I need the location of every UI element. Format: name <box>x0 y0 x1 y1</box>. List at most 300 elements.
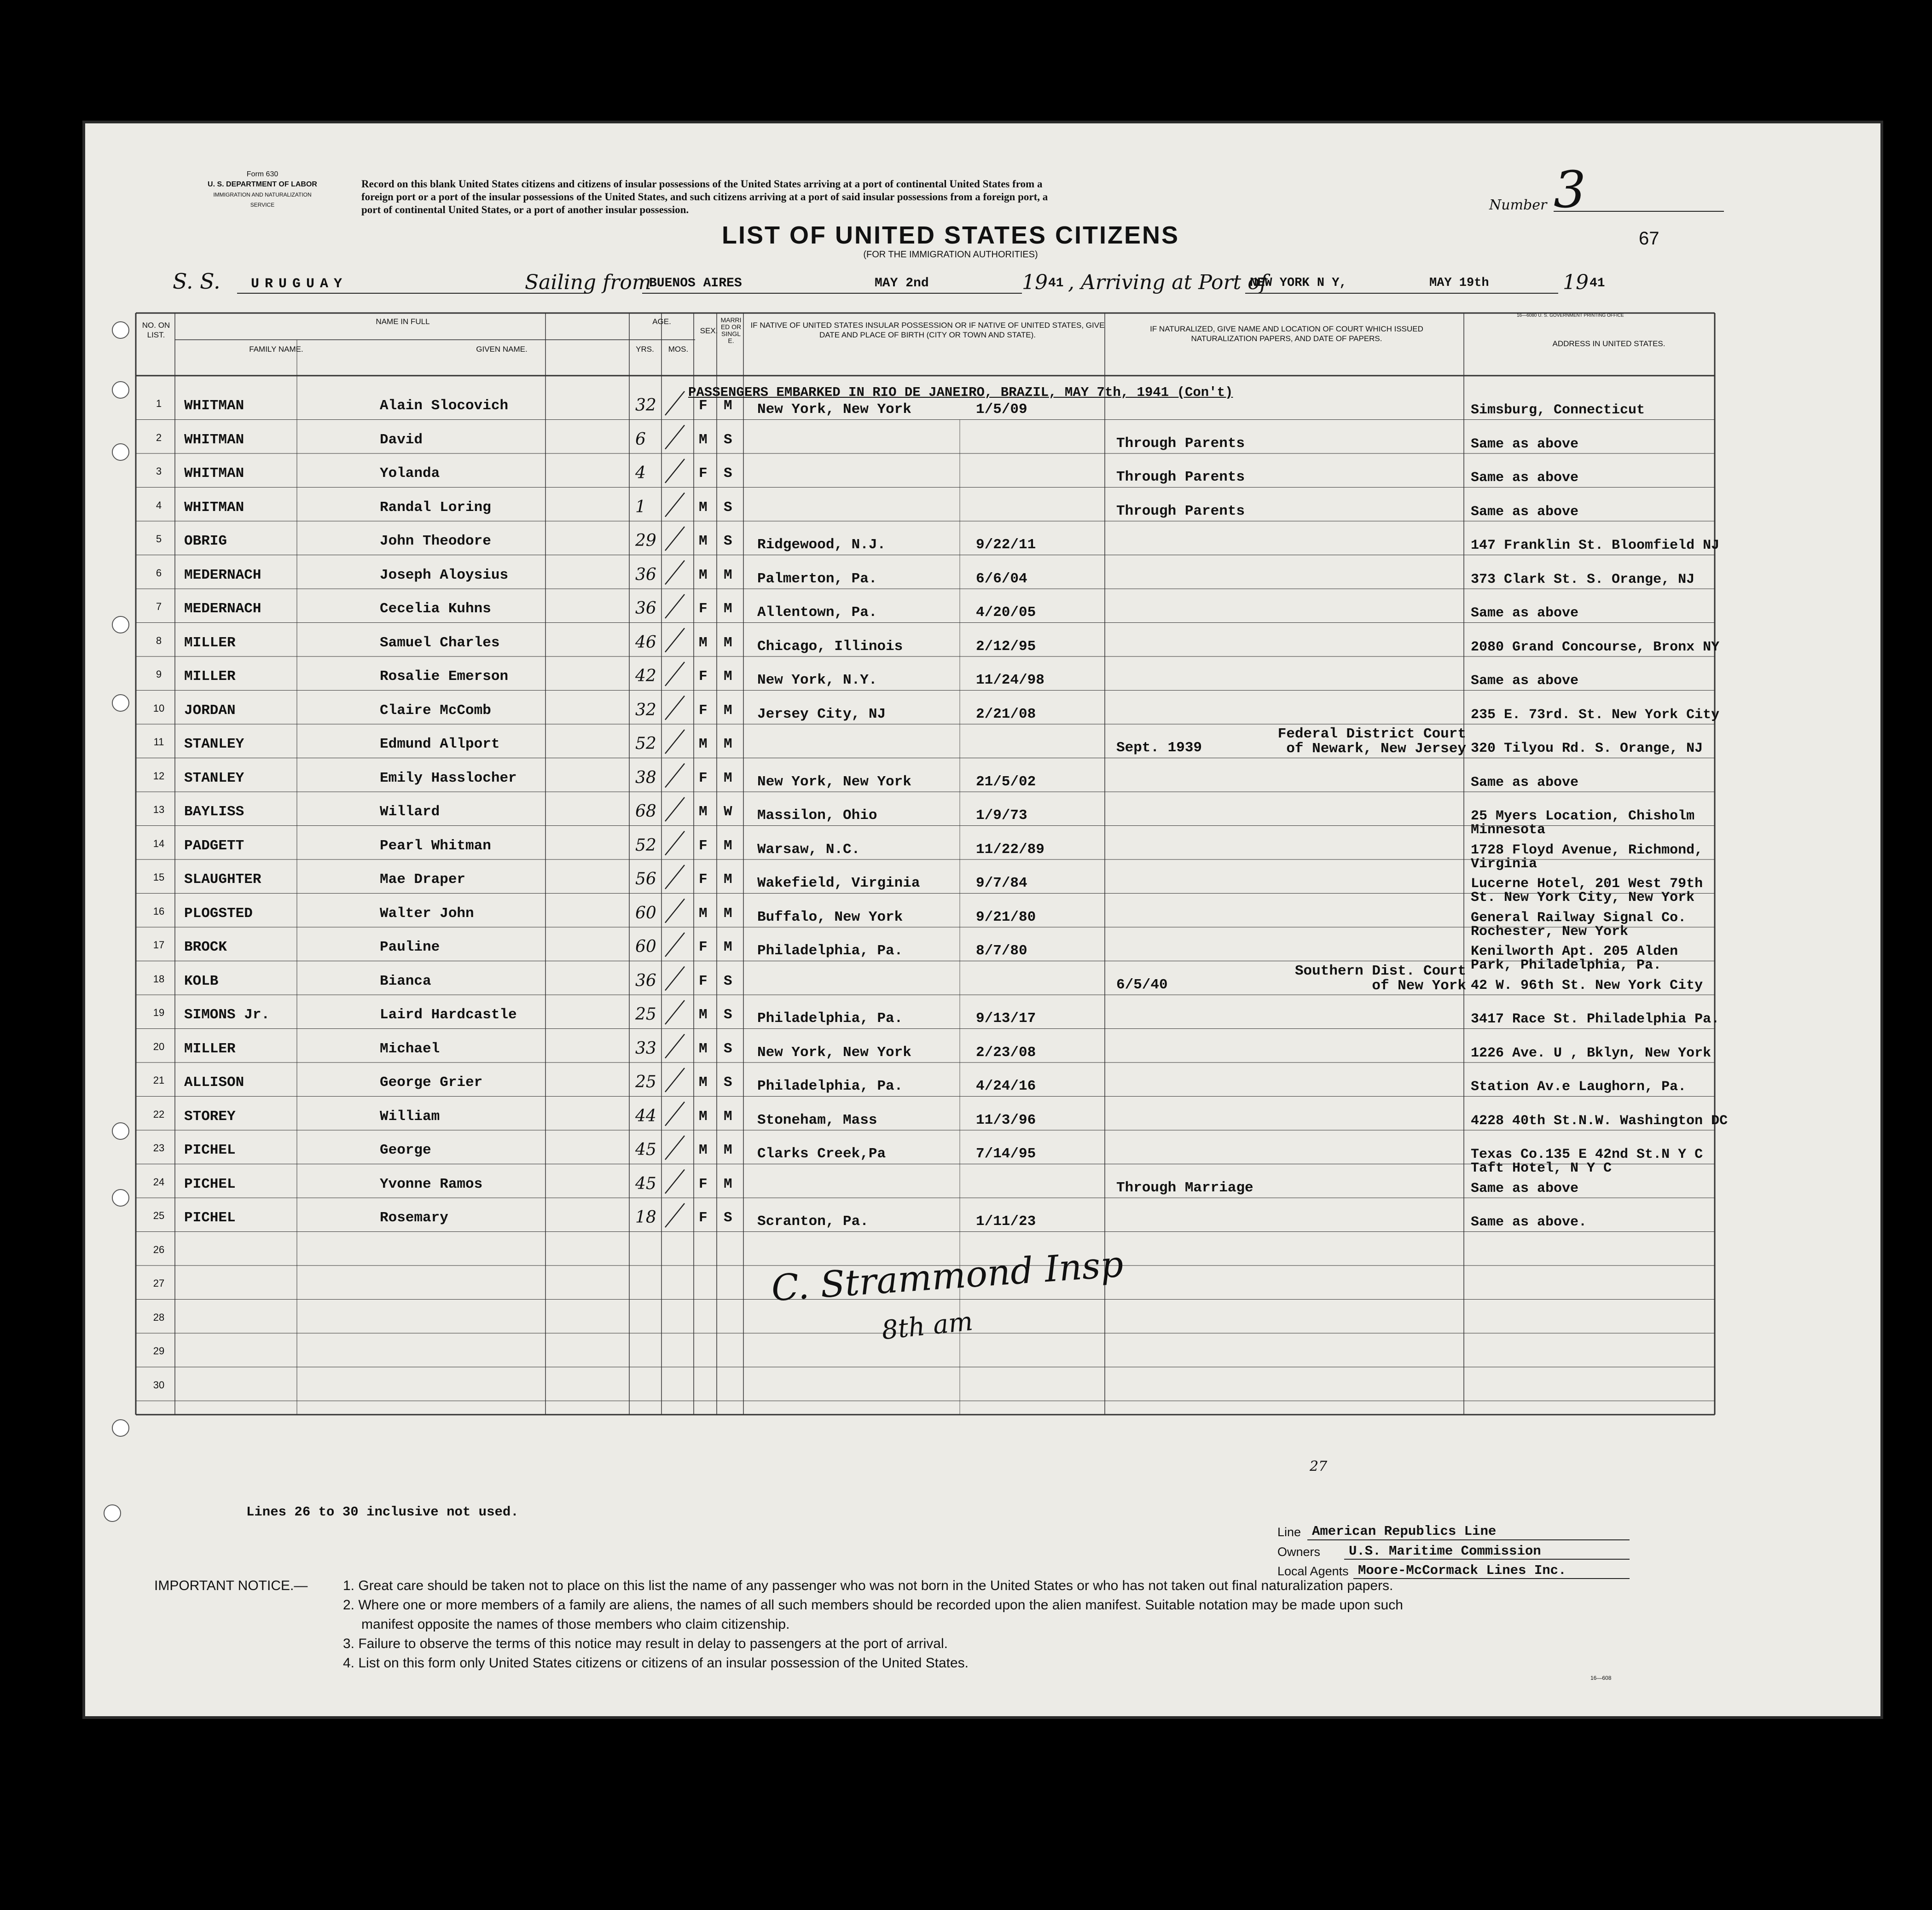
marital-status: S <box>724 1007 732 1023</box>
birth-place: Scranton, Pa. <box>757 1213 869 1230</box>
header-naturalized: IF NATURALIZED, GIVE NAME AND LOCATION OF COURT WHICH ISSUED NATURALIZATION PAPERS, AND DATE OF PAPERS. <box>1150 325 1423 343</box>
age-years: 4 <box>635 464 646 482</box>
age-years: 42 <box>635 667 656 685</box>
row-number: 11 <box>153 736 164 748</box>
marital-status: M <box>724 736 732 752</box>
check-mark <box>665 797 685 821</box>
address-line: 147 Franklin St. Bloomfield NJ <box>1471 538 1720 553</box>
row-number: 13 <box>153 804 165 815</box>
age-years: 36 <box>635 971 656 990</box>
sex: F <box>699 398 708 414</box>
age-years: 56 <box>635 870 656 888</box>
inspector-signature: C. Strammond Insp <box>770 1243 1125 1310</box>
sex: M <box>699 533 708 549</box>
check-mark <box>665 831 685 855</box>
birth-place: Philadelphia, Pa. <box>757 943 903 959</box>
age-years: 45 <box>635 1174 656 1193</box>
row-number: 4 <box>156 499 162 511</box>
address-line: Same as above <box>1471 1180 1579 1196</box>
address-line: Same as above <box>1471 605 1579 621</box>
marital-status: S <box>724 1074 732 1091</box>
birth-date: 9/21/80 <box>976 909 1036 925</box>
given-name: Bianca <box>380 973 431 989</box>
marital-status: M <box>724 634 732 651</box>
marital-status: S <box>724 465 732 482</box>
sailing-year-prefix: 19 <box>1022 271 1048 294</box>
birth-date: 4/20/05 <box>976 604 1036 621</box>
agents-underline <box>1353 1578 1630 1579</box>
sex: F <box>699 973 708 989</box>
header-age-mos: MOS. <box>668 345 689 354</box>
given-name: Yolanda <box>380 465 440 482</box>
family-name: STANLEY <box>184 770 244 786</box>
birth-date: 11/3/96 <box>976 1112 1036 1128</box>
age-years: 52 <box>635 734 656 753</box>
birth-date: 2/21/08 <box>976 706 1036 722</box>
agents-value: Moore-McCormack Lines Inc. <box>1358 1563 1566 1578</box>
header-age-yrs: YRS. <box>636 345 654 354</box>
check-mark <box>665 459 685 483</box>
birth-place: Palmerton, Pa. <box>757 570 877 587</box>
row-number: 30 <box>153 1379 165 1391</box>
row-number: 20 <box>153 1040 165 1052</box>
given-name: Alain Slocovich <box>380 398 509 414</box>
birth-place: Stoneham, Mass <box>757 1112 877 1128</box>
family-name: WHITMAN <box>184 465 244 482</box>
row-number: 26 <box>153 1243 165 1255</box>
age-years: 25 <box>635 1005 656 1024</box>
family-name: BAYLISS <box>184 804 244 820</box>
birth-date: 9/7/84 <box>976 875 1027 891</box>
owners-underline <box>1344 1559 1630 1560</box>
marital-status: M <box>724 871 732 888</box>
family-name: PICHEL <box>184 1176 236 1192</box>
age-years: 52 <box>635 836 656 855</box>
address-line: 42 W. 96th St. New York City <box>1471 977 1703 993</box>
age-years: 36 <box>635 599 656 618</box>
check-mark <box>665 899 685 923</box>
given-name: Randal Loring <box>380 499 491 516</box>
section-note: PASSENGERS EMBARKED IN RIO DE JANEIRO, BRAZIL, MAY 7th, 1941 (Con't) <box>688 385 1233 400</box>
birth-date: 1/5/09 <box>976 401 1027 418</box>
family-name: PLOGSTED <box>184 905 253 922</box>
row-number: 5 <box>156 533 162 545</box>
birth-date: 4/24/16 <box>976 1078 1036 1094</box>
given-name: Rosemary <box>380 1210 448 1226</box>
row-number: 16 <box>153 905 165 917</box>
page-title: LIST OF UNITED STATES CITIZENS <box>722 221 1179 249</box>
sailing-date: MAY 2nd <box>875 276 929 290</box>
age-years: 25 <box>635 1073 656 1091</box>
given-name: Michael <box>380 1040 440 1057</box>
address-line: St. New York City, New York <box>1471 890 1695 906</box>
naturalization-date: 6/5/40 <box>1116 976 1168 993</box>
row-number: 24 <box>153 1176 165 1188</box>
marital-status: M <box>724 702 732 719</box>
check-mark <box>665 933 685 957</box>
age-years: 1 <box>635 497 646 517</box>
row-number: 29 <box>153 1345 165 1357</box>
check-mark <box>665 594 685 618</box>
ss-label: S. S. <box>173 269 220 294</box>
owners-value: U.S. Maritime Commission <box>1349 1544 1541 1559</box>
sex: F <box>699 1210 708 1226</box>
header-given-name: GIVEN NAME. <box>476 345 528 354</box>
address-line: General Railway Signal Co. <box>1471 910 1687 926</box>
marital-status: M <box>724 1176 732 1192</box>
naturalization-date: Sept. 1939 <box>1116 740 1202 756</box>
check-mark <box>665 662 685 686</box>
sex: M <box>699 804 708 820</box>
family-name: SLAUGHTER <box>184 871 261 888</box>
row-number: 7 <box>156 601 162 612</box>
check-mark <box>665 1034 685 1058</box>
marital-status: M <box>724 668 732 685</box>
marital-status: M <box>724 567 732 583</box>
marital-status: M <box>724 837 732 854</box>
arrival-date: MAY 19th <box>1429 276 1489 290</box>
age-years: 36 <box>635 565 656 584</box>
family-name: BROCK <box>184 939 227 955</box>
birth-place: Allentown, Pa. <box>757 604 877 621</box>
sex: M <box>699 1142 708 1158</box>
check-mark <box>665 730 685 754</box>
line-label: Line <box>1277 1525 1301 1539</box>
header-no-on-list: NO. ON LIST. <box>142 321 170 339</box>
page-subtitle: (FOR THE IMMIGRATION AUTHORITIES) <box>863 250 1038 260</box>
given-name: Joseph Aloysius <box>380 567 509 583</box>
binder-hole <box>112 443 129 461</box>
family-name: WHITMAN <box>184 431 244 448</box>
given-name: Laird Hardcastle <box>380 1007 517 1023</box>
family-name: SIMONS Jr. <box>184 1007 270 1023</box>
address-line: Same as above <box>1471 673 1579 689</box>
check-mark <box>665 527 685 551</box>
given-name: George <box>380 1142 431 1158</box>
owners-label: Owners <box>1277 1545 1321 1559</box>
family-name: MILLER <box>184 634 236 651</box>
birth-date: 11/24/98 <box>976 672 1044 688</box>
address-line: Texas Co.135 E 42nd St.N Y C <box>1471 1147 1703 1162</box>
arrival-year-prefix: 19 <box>1563 271 1589 294</box>
family-name: MEDERNACH <box>184 567 261 583</box>
row-number: 6 <box>156 567 162 579</box>
family-name: WHITMAN <box>184 499 244 516</box>
marital-status: M <box>724 601 732 617</box>
given-name: John Theodore <box>380 533 491 549</box>
binder-hole <box>112 381 129 399</box>
address-line: 3417 Race St. Philadelphia Pa. <box>1471 1011 1720 1027</box>
notice-item: 2. Where one or more members of a family are aliens, the names of all such members should be recorded upon the alien manifest. Suitable notation may be made upon such <box>343 1597 1403 1613</box>
row-number: 14 <box>153 837 165 849</box>
naturalization-court: Southern Dist. Court of New York <box>1294 963 1466 994</box>
birth-date: 21/5/02 <box>976 773 1036 790</box>
header-family-name: FAMILY NAME. <box>249 345 303 354</box>
marital-status: S <box>724 1040 732 1057</box>
age-years: 18 <box>635 1208 656 1227</box>
notice-title: IMPORTANT NOTICE.— <box>154 1578 308 1593</box>
marital-status: W <box>724 804 732 820</box>
check-mark <box>665 1136 685 1160</box>
line-underline <box>1307 1539 1630 1540</box>
naturalization-date: Through Parents <box>1116 435 1245 452</box>
notice-item: 1. Great care should be taken not to place on this list the name of any passenger who was not born in the United States or who has not taken out final naturalization papers. <box>343 1578 1393 1593</box>
check-mark <box>665 561 685 585</box>
family-name: PICHEL <box>184 1142 236 1158</box>
header-sex: SEX. <box>700 326 718 335</box>
given-name: Rosalie Emerson <box>380 668 509 685</box>
marital-status: M <box>724 398 732 414</box>
row-number: 18 <box>153 973 165 985</box>
binder-hole <box>104 1504 121 1522</box>
sex: M <box>699 431 708 448</box>
binder-hole <box>112 616 129 633</box>
printer-mark: 16—6080 U. S. GOVERNMENT PRINTING OFFICE <box>1517 313 1624 318</box>
address-line: 25 Myers Location, Chisholm <box>1471 808 1695 824</box>
sex: M <box>699 499 708 516</box>
header-address: ADDRESS IN UNITED STATES. <box>1552 339 1665 348</box>
age-years: 33 <box>635 1039 656 1058</box>
sex: F <box>699 1176 708 1192</box>
row-number: 17 <box>153 939 165 951</box>
family-name: STOREY <box>184 1108 236 1125</box>
sex: M <box>699 1074 708 1091</box>
line-value: American Republics Line <box>1312 1524 1497 1539</box>
sex: M <box>699 1007 708 1023</box>
given-name: Cecelia Kuhns <box>380 601 491 617</box>
row-number: 19 <box>153 1007 165 1018</box>
given-name: Claire McComb <box>380 702 491 719</box>
naturalization-date: Through Marriage <box>1116 1179 1253 1196</box>
birth-place: Warsaw, N.C. <box>757 841 860 858</box>
check-mark <box>665 1068 685 1092</box>
family-name: ALLISON <box>184 1074 244 1091</box>
birth-date: 7/14/95 <box>976 1146 1036 1162</box>
instructions-line: foreign port or a port of the insular possessions of the United States, and such citizens arriving at a port of said insular possessions from a foreign port, a <box>361 191 1048 203</box>
family-name: WHITMAN <box>184 398 244 414</box>
marital-status: M <box>724 1142 732 1158</box>
sex: M <box>699 1108 708 1125</box>
address-line: Minnesota <box>1471 822 1546 838</box>
address-line: Station Av.e Laughorn, Pa. <box>1471 1079 1687 1095</box>
address-line: 373 Clark St. S. Orange, NJ <box>1471 571 1695 587</box>
given-name: Mae Draper <box>380 871 466 888</box>
birth-place: Buffalo, New York <box>757 909 903 925</box>
birth-place: New York, N.Y. <box>757 672 877 688</box>
notice-item: 4. List on this form only United States citizens or citizens of an insular possession of the United States. <box>343 1655 969 1671</box>
birth-date: 6/6/04 <box>976 570 1027 587</box>
binder-hole <box>112 694 129 712</box>
age-years: 29 <box>635 531 656 550</box>
birth-date: 11/22/89 <box>976 841 1044 858</box>
arrival-year: 41 <box>1590 276 1605 290</box>
marital-status: S <box>724 1210 732 1226</box>
birth-place: Clarks Creek,Pa <box>757 1146 886 1162</box>
address-line: Same as above <box>1471 470 1579 486</box>
given-name: William <box>380 1108 440 1125</box>
birth-date: 1/11/23 <box>976 1213 1036 1230</box>
check-mark <box>665 425 685 449</box>
binder-hole <box>112 1189 129 1207</box>
address-line: 235 E. 73rd. St. New York City <box>1471 707 1720 723</box>
sex: F <box>699 871 708 888</box>
row-number: 27 <box>153 1277 165 1289</box>
marital-status: M <box>724 770 732 786</box>
age-years: 38 <box>635 768 656 787</box>
birth-place: Jersey City, NJ <box>757 706 886 722</box>
address-line: Same as above <box>1471 436 1579 452</box>
address-line: Park, Philadelphia, Pa. <box>1471 958 1662 973</box>
marital-status: S <box>724 973 732 989</box>
row-number: 15 <box>153 871 165 883</box>
address-line: Virginia <box>1471 856 1537 872</box>
given-name: Yvonne Ramos <box>380 1176 483 1192</box>
page-number: 67 <box>1639 228 1659 249</box>
given-name: Pauline <box>380 939 440 955</box>
age-years: 68 <box>635 802 656 821</box>
notice-item: 3. Failure to observe the terms of this notice may result in delay to passengers at the port of arrival. <box>343 1636 948 1651</box>
binder-hole <box>112 1122 129 1140</box>
age-years: 46 <box>635 633 656 652</box>
sex: F <box>699 601 708 617</box>
agents-label: Local Agents <box>1277 1564 1349 1578</box>
age-years: 45 <box>635 1140 656 1159</box>
marital-status: S <box>724 431 732 448</box>
department: U. S. DEPARTMENT OF LABOR <box>208 180 317 188</box>
family-name: OBRIG <box>184 533 227 549</box>
sex: F <box>699 465 708 482</box>
birth-date: 2/12/95 <box>976 638 1036 655</box>
sex: M <box>699 1040 708 1057</box>
check-mark <box>665 1102 685 1126</box>
birth-date: 9/22/11 <box>976 537 1036 553</box>
header-birth: IF NATIVE OF UNITED STATES INSULAR POSSESSION OR IF NATIVE OF UNITED STATES, GIVE DATE AND PLACE OF BIRTH (CITY OR TOWN AND STATE). <box>750 321 1105 339</box>
check-mark <box>665 391 685 415</box>
row-number: 28 <box>153 1311 165 1323</box>
marital-status: S <box>724 499 732 516</box>
birth-place: Ridgewood, N.J. <box>757 537 886 553</box>
print-code: 16—608 <box>1590 1675 1612 1681</box>
family-name: PICHEL <box>184 1210 236 1226</box>
binder-hole <box>112 1419 129 1437</box>
birth-place: Wakefield, Virginia <box>757 875 920 891</box>
service: IMMIGRATION AND NATURALIZATION SERVICE <box>213 192 312 208</box>
check-mark <box>665 493 685 517</box>
sex: F <box>699 939 708 955</box>
address-line: Same as above <box>1471 774 1579 790</box>
row-number: 23 <box>153 1142 165 1154</box>
sailing-port: BUENOS AIRES <box>649 276 742 290</box>
header-name-in-full: NAME IN FULL <box>376 317 430 326</box>
address-line: 1226 Ave. U , Bklyn, New York <box>1471 1045 1712 1061</box>
age-years: 32 <box>635 700 656 720</box>
age-years: 44 <box>635 1106 656 1126</box>
header-age: AGE. <box>652 317 671 326</box>
address-line: Same as above. <box>1471 1214 1587 1230</box>
family-name: MILLER <box>184 668 236 685</box>
family-name: JORDAN <box>184 702 236 719</box>
row-number: 10 <box>153 702 165 714</box>
number-label: Number <box>1489 197 1547 213</box>
address-line: Simsburg, Connecticut <box>1471 402 1645 418</box>
family-name: MEDERNACH <box>184 601 261 617</box>
given-name: Walter John <box>380 905 474 922</box>
sailing-label: Sailing from <box>525 271 651 294</box>
given-name: George Grier <box>380 1074 483 1091</box>
address-line: 1728 Floyd Avenue, Richmond, <box>1471 842 1703 858</box>
sex: M <box>699 567 708 583</box>
sex: F <box>699 668 708 685</box>
family-name: KOLB <box>184 973 219 989</box>
given-name: Willard <box>380 804 440 820</box>
birth-date: 8/7/80 <box>976 943 1027 959</box>
unused-lines-note: Lines 26 to 30 inclusive not used. <box>246 1504 519 1520</box>
age-years: 6 <box>635 430 646 449</box>
birth-date: 1/9/73 <box>976 807 1027 824</box>
family-name: PADGETT <box>184 837 244 854</box>
manifest-sheet <box>85 123 1880 1716</box>
check-mark <box>665 1000 685 1024</box>
age-years: 32 <box>635 396 656 415</box>
pencil-mark: 27 <box>1310 1458 1328 1475</box>
arriving-label: , Arriving at Port of <box>1068 271 1267 294</box>
marital-status: M <box>724 905 732 922</box>
address-line: Kenilworth Apt. 205 Alden <box>1471 944 1678 959</box>
given-name: Edmund Allport <box>380 736 500 752</box>
row-number: 22 <box>153 1108 165 1120</box>
row-number: 2 <box>156 431 162 443</box>
birth-place: Philadelphia, Pa. <box>757 1078 903 1094</box>
sex: F <box>699 837 708 854</box>
sailing-year: 41 <box>1048 276 1064 290</box>
sex: F <box>699 770 708 786</box>
given-name: Emily Hasslocher <box>380 770 517 786</box>
row-number: 25 <box>153 1210 165 1221</box>
birth-place: Massilon, Ohio <box>757 807 877 824</box>
naturalization-date: Through Parents <box>1116 469 1245 485</box>
address-line: Taft Hotel, N Y C <box>1471 1161 1612 1176</box>
sex: M <box>699 905 708 922</box>
ship-name: URUGUAY <box>251 276 348 292</box>
row-number: 1 <box>156 398 162 409</box>
family-name: STANLEY <box>184 736 244 752</box>
row-number: 21 <box>153 1074 165 1086</box>
sex: F <box>699 702 708 719</box>
check-mark <box>665 1170 685 1194</box>
check-mark <box>665 1203 685 1227</box>
row-number: 9 <box>156 668 162 680</box>
row-number: 8 <box>156 634 162 646</box>
notice-item: manifest opposite the names of those members who claim citizenship. <box>361 1617 790 1632</box>
birth-place: New York, New York <box>757 401 911 418</box>
address-line: 2080 Grand Concourse, Bronx NY <box>1471 639 1720 655</box>
birth-place: New York, New York <box>757 1044 911 1061</box>
address-line: 320 Tilyou Rd. S. Orange, NJ <box>1471 741 1703 756</box>
row-number: 3 <box>156 465 162 477</box>
instructions-line: port of continental United States, or a port of another insular possession. <box>361 204 689 215</box>
instructions-line: Record on this blank United States citizens and citizens of insular possessions of the United States arriving at a port of continental United States from a <box>361 178 1043 190</box>
naturalization-date: Through Parents <box>1116 503 1245 519</box>
binder-hole <box>112 321 129 339</box>
age-years: 60 <box>635 903 656 923</box>
row-number: 12 <box>153 770 165 782</box>
birth-place: Chicago, Illinois <box>757 638 903 655</box>
birth-date: 9/13/17 <box>976 1010 1036 1027</box>
sex: M <box>699 736 708 752</box>
arrival-port: NEW YORK N Y, <box>1250 276 1347 290</box>
check-mark <box>665 696 685 720</box>
given-name: Pearl Whitman <box>380 837 491 854</box>
